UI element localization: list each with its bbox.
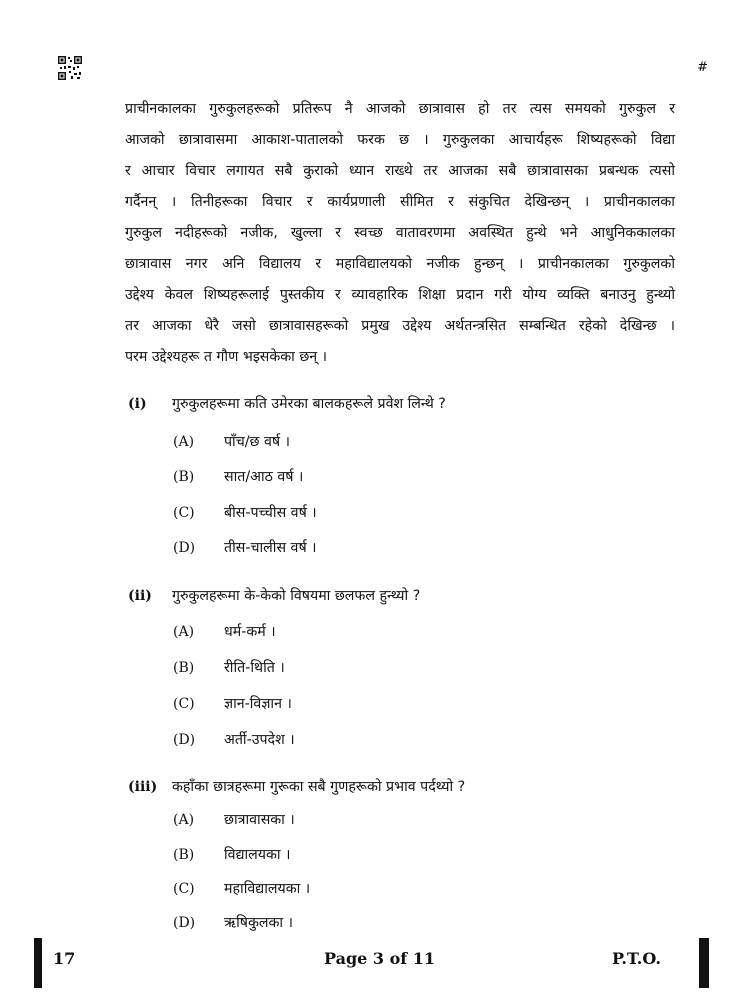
passage-line: आजको छात्रावासमा आकाश-पातालको फरक छ । गुरुकुलका आचार्यहरू शिष्यहरूको विद्या xyxy=(125,132,675,148)
question-number: (ii) xyxy=(128,588,152,604)
corner-mark: # xyxy=(697,60,708,75)
option-label: (D) xyxy=(173,540,196,556)
option-text: विद्यालयका । xyxy=(224,847,291,863)
passage-line: तर आजका धेरै जसो छात्रावासहरूको प्रमुख उद्देश्य अर्थतन्त्रसित सम्बन्धित रहेको देखिन्छ । xyxy=(125,318,675,334)
option-label: (B) xyxy=(173,660,195,676)
option-a[interactable] xyxy=(0,622,750,644)
option-d[interactable] xyxy=(0,913,750,935)
option-text: पाँच/छ वर्ष । xyxy=(224,434,290,450)
option-text: छात्रावासका । xyxy=(224,812,295,828)
footer-bar-left xyxy=(34,938,42,988)
option-c[interactable] xyxy=(0,879,750,901)
option-a[interactable] xyxy=(0,432,750,454)
option-b[interactable] xyxy=(0,845,750,867)
option-label: (C) xyxy=(173,881,195,897)
passage-line: उद्देश्य केवल शिष्यहरूलाई पुस्तकीय र व्यावहारिक शिक्षा प्रदान गरी योग्य व्यक्ति बनाउनु हुन्थ्यो xyxy=(125,287,675,303)
page-number: Page 3 of 11 xyxy=(324,949,435,968)
option-label: (C) xyxy=(173,505,195,521)
passage-line: प्राचीनकालका गुरुकुलहरूको प्रतिरूप नै आजको छात्रावास हो तर त्यस समयको गुरुकुल र xyxy=(125,101,675,117)
option-label: (A) xyxy=(173,434,195,450)
passage-line: र आचार विचार लगायत सबै कुराको ध्यान राख्थे तर आजका सबै छात्रावासका प्रबन्धक त्यसो xyxy=(125,163,675,179)
option-d[interactable] xyxy=(0,538,750,560)
option-c[interactable] xyxy=(0,694,750,716)
option-text: रीति-थिति । xyxy=(224,660,285,676)
option-text: अर्ती-उपदेश । xyxy=(224,732,295,748)
option-b[interactable] xyxy=(0,467,750,489)
option-text: सात/आठ वर्ष । xyxy=(224,469,304,485)
option-d[interactable] xyxy=(0,730,750,752)
question-number: (iii) xyxy=(128,779,158,795)
option-label: (A) xyxy=(173,624,195,640)
option-b[interactable] xyxy=(0,658,750,680)
question-text: गुरुकुलहरूमा के-केको विषयमा छलफल हुन्थ्यो ? xyxy=(172,588,421,604)
passage-line: गुरुकुल नदीहरूको नजीक, खुल्ला र स्वच्छ वातावरणमा अवस्थित हुन्थे भने आधुनिककालका xyxy=(125,225,675,241)
option-label: (A) xyxy=(173,812,195,828)
passage xyxy=(125,94,675,373)
option-c[interactable] xyxy=(0,503,750,525)
question-text: कहाँका छात्रहरूमा गुरूका सबै गुणहरूको प्रभाव पर्दथ्यो ? xyxy=(172,779,466,795)
option-label: (B) xyxy=(173,469,195,485)
option-text: महाविद्यालयका । xyxy=(224,881,311,897)
qr-code xyxy=(57,55,83,81)
option-label: (B) xyxy=(173,847,195,863)
option-a[interactable] xyxy=(0,810,750,832)
footer-bar-right xyxy=(699,938,709,988)
option-label: (D) xyxy=(173,732,196,748)
passage-line: परम उद्देश्यहरू त गौण भइसकेका छन् । xyxy=(125,349,328,365)
option-text: बीस-पच्चीस वर्ष । xyxy=(224,505,317,521)
footer-code: 17 xyxy=(53,949,76,968)
pto-label: P.T.O. xyxy=(612,949,661,968)
option-label: (C) xyxy=(173,696,195,712)
option-text: तीस-चालीस वर्ष । xyxy=(224,540,317,556)
passage-line: छात्रावास नगर अनि विद्यालय र महाविद्यालयको नजीक हुन्छन् । प्राचीनकालका गुरुकुलको xyxy=(125,256,675,272)
option-label: (D) xyxy=(173,915,196,931)
passage-line: गर्दैनन् । तिनीहरूका विचार र कार्यप्रणाली सीमित र संकुचित देखिन्छन् । प्राचीनकालका xyxy=(125,194,675,210)
question-number: (i) xyxy=(128,396,147,412)
question-text: गुरुकुलहरूमा कति उमेरका बालकहरूले प्रवेश लिन्थे ? xyxy=(172,396,446,412)
option-text: धर्म-कर्म । xyxy=(224,624,276,640)
option-text: ऋषिकुलका । xyxy=(224,915,293,931)
option-text: ज्ञान-विज्ञान । xyxy=(224,696,292,712)
